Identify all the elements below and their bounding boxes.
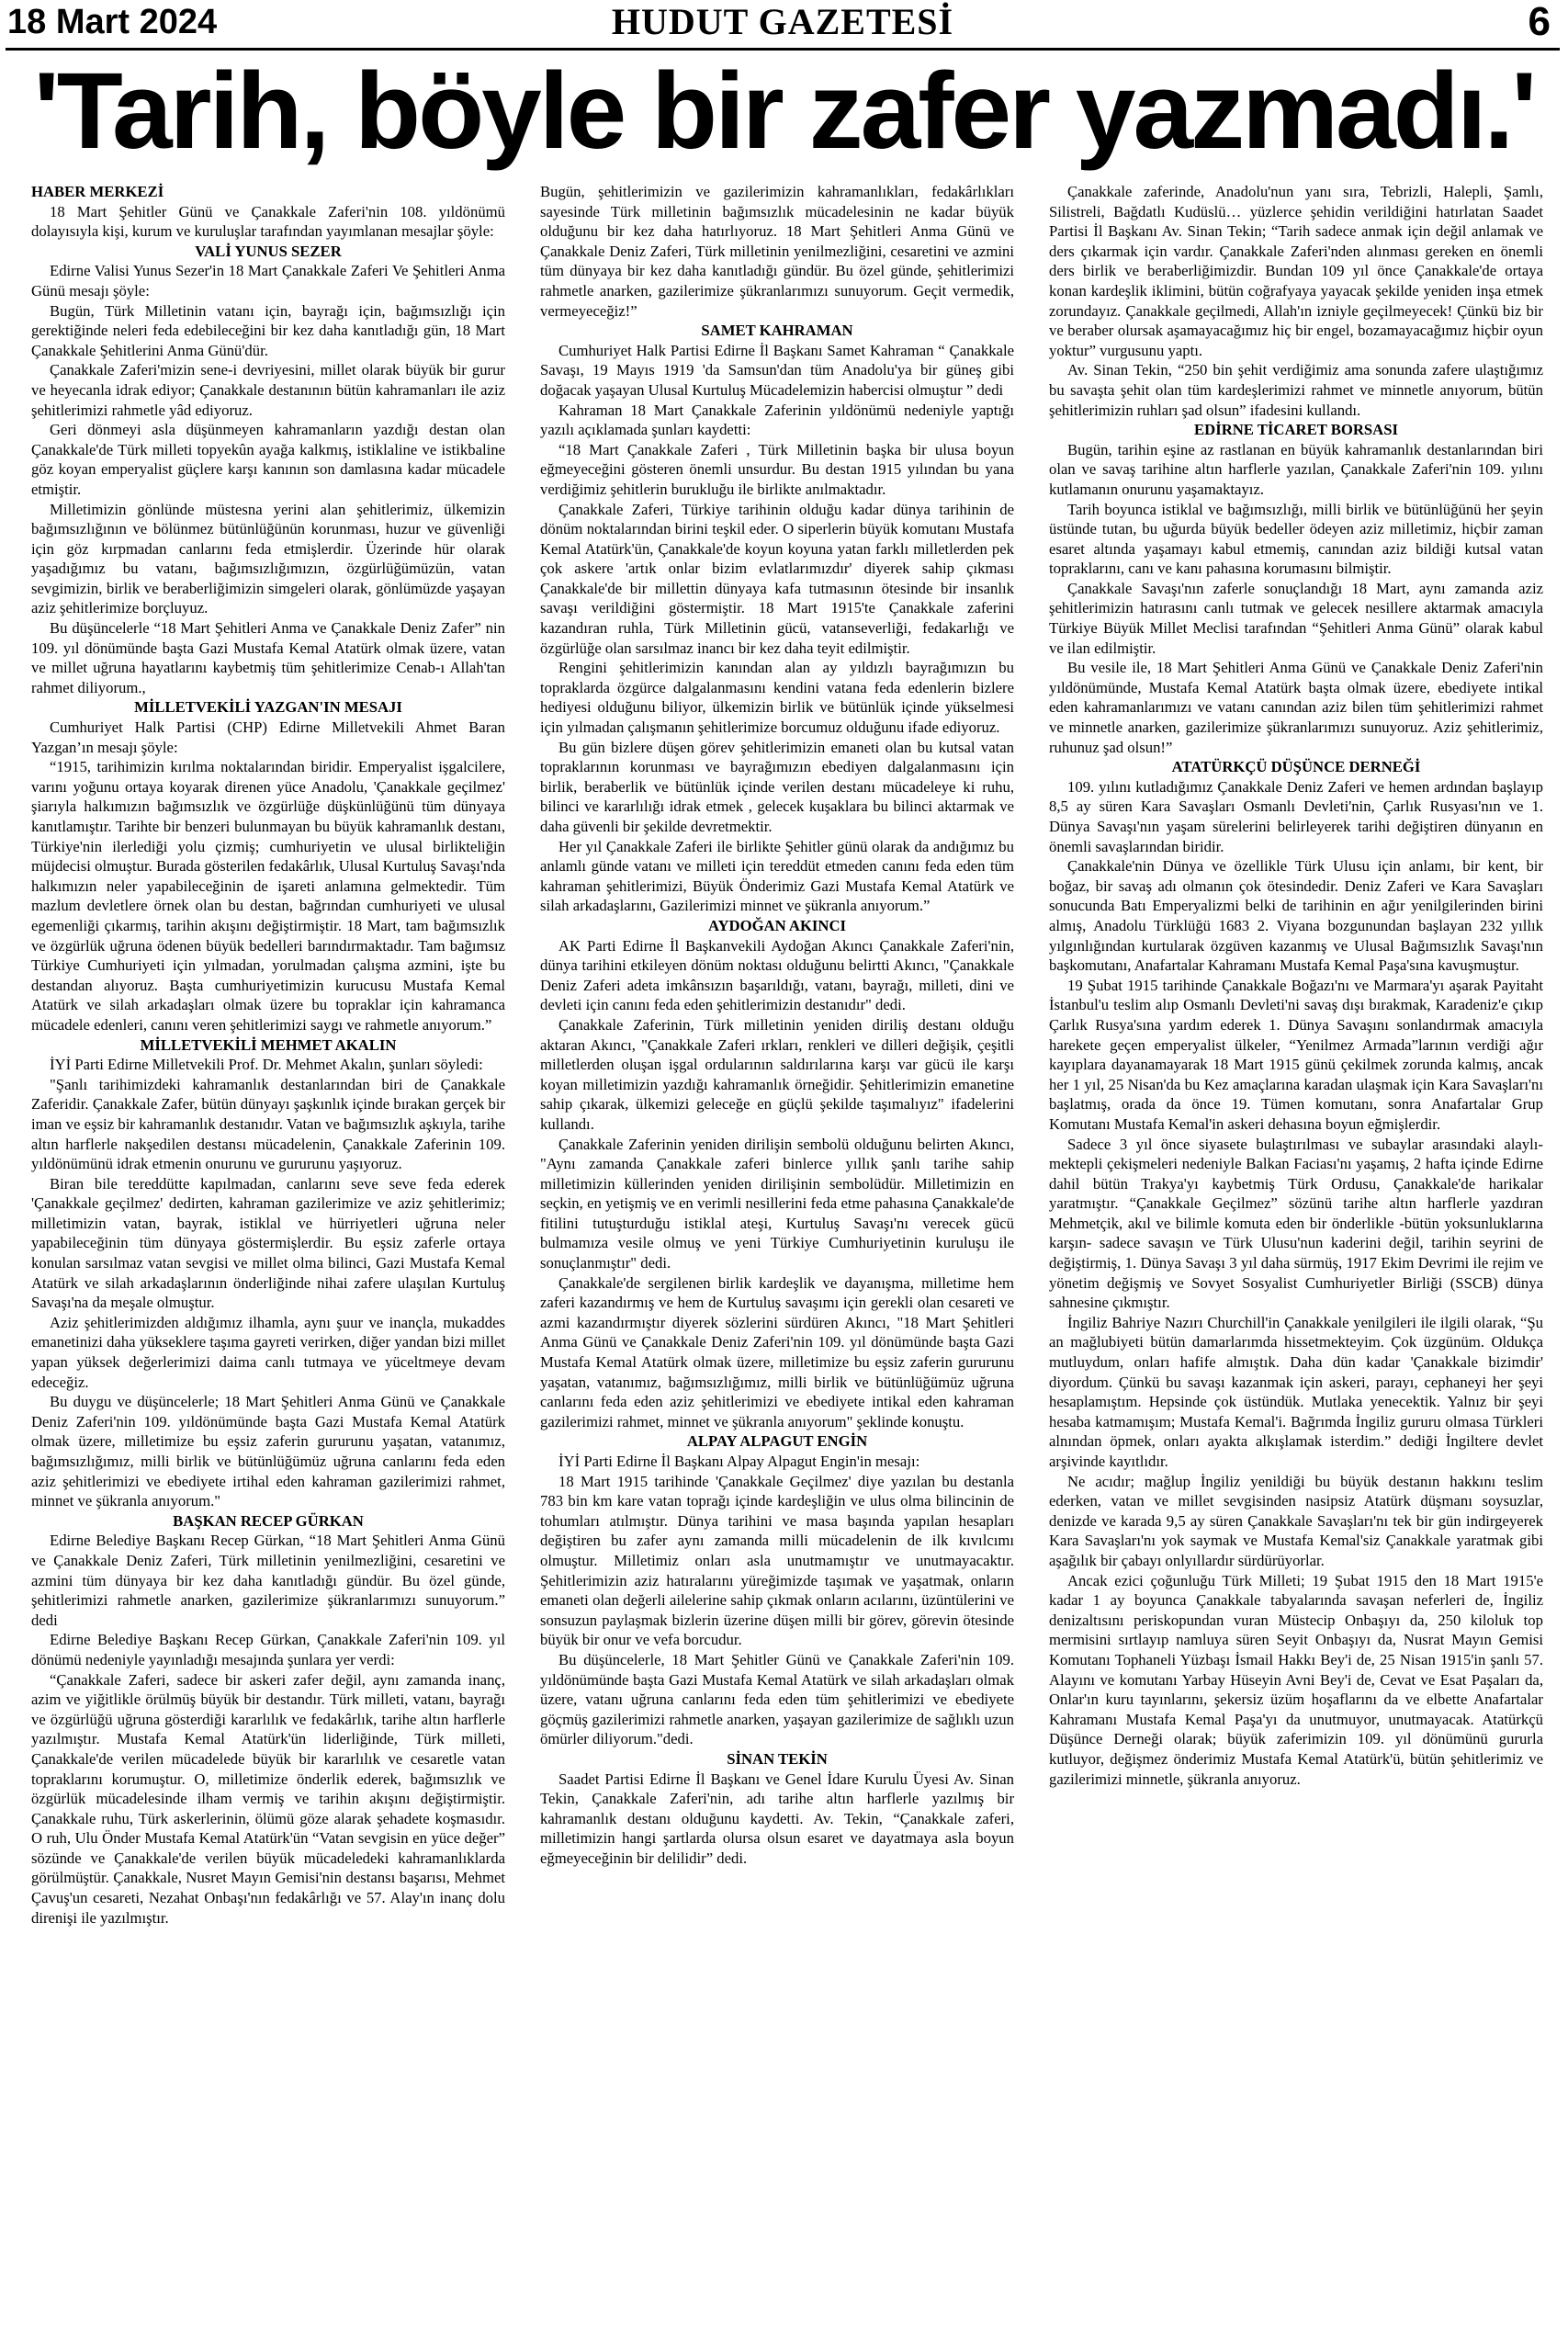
paragraph: Cumhuriyet Halk Partisi (CHP) Edirne Milletvekili Ahmet Baran Yazgan’ın mesajı şöyle: [31,718,505,756]
paragraph: Bugün, tarihin eşine az rastlanan en büyük kahramanlık destanlarından biri olan ve savaş tarihine altın harflerle yazılan, Çanakkale Zaferi'nin 109. yılını kutlamanın onurunu yaşamaktayız. [1049,440,1543,498]
paragraph: İngiliz Bahriye Nazırı Churchill'in Çanakkale yenilgileri ile ilgili olarak, “Şu an mağlubiyeti bütün damarlarımda hissetmekteyim. Çok üzgünüm. Oldukça mutluydum, onları hafife almıştık. Daha dün kadar 'Çanakkale bizimdir' diyordum. Çünkü bu savaşı kazanmak için askeri, parayı, cephaneyi her şeyi hesaplamıştım. Hepsinde çok üstündük. Mutlaka yenecektik. Yalnız bir şeyi hesaba katmamışım; Mustafa Kemal'i. Bağrımda İngiliz gururu olmasa Türkleri alnından öpmek, onları ayakta alkışlamak isterdim.” dediği İngiltere devlet arşivinde kayıtlıdır. [1049,1313,1543,1470]
issue-date: 18 Mart 2024 [7,3,218,41]
subhead-akalin: MİLLETVEKİLİ MEHMET AKALIN [140,1035,397,1054]
column-2 [540,182,1014,2341]
paragraph: Bu vesile ile, 18 Mart Şehitleri Anma Günü ve Çanakkale Deniz Zaferi'nin yıldönümünde, Mustafa Kemal Atatürk başta olmak üzere, ebediyete intikal eden kahramanlarımızı ve vatanı canından aziz bilen tüm şehitlerimizi rahmet ve minnetle anarken, gazilerimize şükranlarımızı sunuyoruz. Aziz şehitlerimiz, ruhunuz şad olsun!” [1049,659,1543,756]
paragraph: Çanakkale Savaşı'nın zaferle sonuçlandığı 18 Mart, aynı zamanda aziz şehitlerimizin hatırasını canlı tutmak ve gelecek nesillere aktarmak amacıyla Türkiye Büyük Millet Meclisi tarafından “Şehitleri Anma Günü” olarak kabul ve ilan edilmiştir. [1049,579,1543,657]
paragraph: Bu duygu ve düşüncelerle; 18 Mart Şehitleri Anma Günü ve Çanakkale Deniz Zaferi'nin 109. yıldönümünde başta Gazi Mustafa Kemal Atatürk olmak üzere, milletimize bu eşsiz zaferin gururunu yaşatan, vatanımız, bağımsızlığımız, milli birlik ve bütünlüğümüz uğruna canlarını feda eden aziz şehitlerimizi ve ebediyete irtihal eden kahraman gazilerimizi rahmet, minnet ve şükranla anıyorum." [31,1393,505,1510]
paragraph: Bu düşüncelerle “18 Mart Şehitleri Anma ve Çanakkale Deniz Zafer” nin 109. yıl dönümünde başta Gazi Mustafa Kemal Atatürk olmak üzere, vatan ve millet uğruna hayatlarını kaybetmiş tüm şehitlerimize Cenab-ı Allah'tan rahmet diliyorum., [31,619,505,696]
paragraph: “18 Mart Çanakkale Zaferi , Türk Milletinin başka bir ulusa boyun eğmeyeceğini gösteren önemli unsurdur. Bu destan 1915 yılından bu yana verdiğimiz şehitlerin burukluğu ile birlikte anılmaktadır. [540,440,1014,498]
subhead-tekin: SİNAN TEKİN [727,1749,828,1768]
paragraph: Sadece 3 yıl önce siyasete bulaştırılması ve subaylar arasındaki alaylı-mektepli çekişmeleri nedeniyle Balkan Faciası'nı yaşamış, 2 hafta içinde Edirne dahil bütün Trakya'yı kaybetmiş Türk Ordusu, Çanakkale'de harikalar yaratmıştır. “Çanakkale Geçilmez” sözünü tarihe altın harflerle yazdıran Mehmetçik, akıl ve bilimle komuta eden bir önderlikle -bütün yoksunluklarına karşın- sadece savaşın ve Türk Ulusu'nun kaderini değil, tarihin seyrini de değiştirmiş, 1. Dünya Savaşı 3 yıl daha sürmüş, 1917 Ekim Devrimi ile rejim ve yönetim değişmiş ve Sovyet Sosyalist Cumhuriyetler Birliği (SSCB) dünya sahnesine çıkmıştır. [1049,1135,1543,1312]
paragraph: Çanakkale'nin Dünya ve özellikle Türk Ulusu için anlamı, bir kent, bir boğaz, bir savaş adı olmanın çok ötesindedir. Deniz Zaferi ve Kara Savaşları sonucunda Batı Emperyalizmi belki de tarihinin en ağır yenilgilerinden birini almış, Anadolu Türklüğü 1683 2. Viyana bozgunundan başlayan 232 yıllık yılgınlığından kurtularak özgüven kazanmış ve Ulusal Bağımsızlık Savaşı'nın başkomutanı, Anafartalar Kahramanı Mustafa Kemal Paşa'sına kavuşmuştur. [1049,857,1543,975]
masthead [6,0,1560,51]
paragraph: Çanakkale Zaferi, Türkiye tarihinin olduğu kadar dünya tarihinin de dönüm noktalarından birini teşkil eder. O siperlerin büyük komutanı Mustafa Kemal Atatürk'ün, Çanakkale'de koyun koyuna yatan farklı milletlerden pek çok askere 'artık onlar bizim evlatlarımızdır' diyerek sahip çıkması Çanakkale'de bir millettin dünyaya kafa tutmasının ötesinde bir insanlık savaşı verildiğini göstermiştir. 18 Mart 1915'te Çanakkale zaferini kazandıran ruhla, Türk Milletinin gücü, vatanseverliği, fedakarlığı ve özgürlüğe olan sarsılmaz inancı bir kez daha teyit edilmiştir. [540,500,1014,657]
page-number: 6 [1528,0,1551,44]
paragraph: Av. Sinan Tekin, “250 bin şehit verdiğimiz ama sonunda zafere ulaştığımız bu savaşta şehit olan tüm kardeşlerimizi rahmet ve minnetle anıyorum, bütün şehitlerimizin ruhları şad olsun” ifadesini kullandı. [1049,361,1543,419]
subhead-dernek: ATATÜRKÇÜ DÜŞÜNCE DERNEĞİ [1171,758,1421,776]
paragraph: 19 Şubat 1915 tarihinde Çanakkale Boğazı'nı ve Marmara'yı aşarak Payitaht İstanbul'u teslim alıp Osmanlı Devleti'ni savaş dışı bırakmak, Karadeniz'e çıkıp Çarlık Rusya'sına yardım ederek 1. Dünya Savaşını sonlandırmak amacıyla harekete geçen emperyalist ülkeler, “Yenilmez Armada”larının verdiği ağır kayıplara dayanamayarak 18 Mart 1915 günü çekilmek zorunda kalmış, ancak her 1 yıl, 25 Nisan'da bu Kez amaçlarına karadan ulaşmak için Kara Savaşları'nı başlatmış, orada da önce 19. Tümen komutanı, sonra Anafartalar Grup Komutanı Mustafa Kemal'in askeri dehasına boyun eğmişlerdir. [1049,976,1543,1133]
paragraph: Bugün, Türk Milletinin vatanı için, bayrağı için, bağımsızlığı için gerektiğinde neleri feda edebileceğini bir kez daha kanıtladığı gün, 18 Mart Çanakkale Şehitlerini Anma Günü'dür. [31,301,505,359]
paragraph: 18 Mart 1915 tarihinde 'Çanakkale Geçilmez' diye yazılan bu destanla 783 bin km kare vatan toprağı içinde kardeşliğin ve ulus olma bilincinin de tohumları atılmıştır. Dünya tarihini ve masa başında yapılan hesapları değiştiren bu zafer aynı zamanda milli mücadelenin de ilk kıvılcımı olmuştur. Milletimiz onları asla unutmamıştır ve unutmayacaktır. Şehitlerimizin aziz hatıralarını yüreğimizde taşımak ve yaşatmak, onların emaneti olan değerli ailelerine sahip çıkmak onların acılarını, üzüntülerini ve sonsuzun paylaşmak bizlerin üzerine düşen milli bir görev, görevin ötesinde büyük bir onur ve vefa borcudur. [540,1472,1014,1649]
main-headline: 'Tarih, böyle bir zafer yazmadı.' [33,51,1535,172]
paragraph: Bu gün bizlere düşen görev şehitlerimizin emaneti olan bu kutsal vatan topraklarının korunması ve bayrağımızın ebediyen dalgalanmasını için birlik, beraberlik ve bütünlük içinde verilen destanı mücadeleye ki ruhu, bilinci ve kararlılığı idrak etmek , gelecek kuşaklara bu bilinci aktarmak ve daha güvenli bir şekilde devretmektir. [540,738,1014,835]
paragraph: Saadet Partisi Edirne İl Başkanı ve Genel İdare Kurulu Üyesi Av. Sinan Tekin, Çanakkale Zaferi'nin, adı tarihe altın harflerle yazılmış bir kahramanlık destanı olduğunu kaydetti. Av. Tekin, “Çanakkale zaferi, milletimizin hangi şartlarda olursa olsun esaret ve dayatmaya asla boyun eğmeyeceğinin bir delilidir” dedi. [540,1770,1014,1867]
paragraph: Ne acıdır; mağlup İngiliz yenildiği bu büyük destanın hakkını teslim ederken, vatan ve millet sevgisinden nasipsiz Atatürk düşmanı soysuzlar, denizde ve karada 9,5 ay süren Çanakkale Savaşları'nı tek bir gün indirgeyerek Kara Savaşları'nı yok saymak ve Mustafa Kemal'siz Çanakkale yaratmak gibi aşağılık bir çabayı onlyıllardır sürdürüyorlar. [1049,1472,1543,1569]
paragraph: Rengini şehitlerimizin kanından alan ay yıldızlı bayrağımızın bu topraklarda özgürce dalgalanmasını kendini vatana feda edenlerin bizlere hediyesi olduğunu biliyor, ülkemizin birlik ve bütünlük içinde yükselmesi için yılmadan çalışmanın şehitlerimize borcumuz olduğunu ifade ediyoruz. [540,659,1014,737]
paragraph: Aziz şehitlerimizden aldığımız ilhamla, aynı şuur ve inançla, mukaddes emanetinizi daha yükseklere taşıma gayreti verirken, diğer yandan bizi millet yapan yüksek değerlerimizi daima canlı tutmaya ve yüceltmeye devam edeceğiz. [31,1313,505,1391]
paragraph: “Çanakkale Zaferi, sadece bir askeri zafer değil, aynı zamanda inanç, azim ve yiğitlikle örülmüş büyük bir destandır. Türk milleti, vatanı, bayrağı ve özgürlüğü uğruna gösterdiği kararlılık ve fedakârlık, tarihe altın harflerle yazılmıştır. Mustafa Kemal Atatürk'ün liderliğinde, Türk milleti, Çanakkale'de verilen mücadelede büyük bir kararlılık ve cesaretle vatan topraklarını korumuştur. O, milletimize önderlik ederek, bağımsızlık ve özgürlük mücadelesinde ilham vermiş ve tarihin akışını değiştirmiştir. Çanakkale ruhu, Türk askerlerinin, ölümü göze alarak şehadete koşmasıdır. O ruh, Ulu Önder Mustafa Kemal Atatürk'ün “Vatan sevgisin en yüce değer” sözünde ve Çanakkale'de verilen büyük mücadeledeki kahramanlıklarda görülmüştür. Çanakkale, Nusret Mayın Gemisi'nin destansı başarısı, Mehmet Çavuş'un cesareti, Nezahat Onbaşı'nın fedakârlığı ve 57. Alay'ın inanç dolu direnişi ile yazılmıştır. [31,1670,505,1927]
intro-paragraph: 18 Mart Şehitler Günü ve Çanakkale Zaferi'nin 108. yıldönümü dolayısıyla kişi, kurum ve kuruluşlar tarafından yayımlanan mesajlar şöyle: [31,202,505,241]
newspaper-name: HUDUT GAZETESİ [611,1,954,42]
paragraph: Biran bile tereddütte kapılmadan, canlarını seve seve feda ederek 'Çanakkale geçilmez' dedirten, kahraman gazilerimize ve aziz şehitlerimiz; milletimizin vatan, bayrak, istiklal ve hürriyetleri uğruna neler yapabileceğinin tüm dünyaya göstermişlerdir. Bu eşsiz zaferle ortaya konulan sarsılmaz vatan sevgisi ve millet olma bilinci, Gazi Mustafa Kemal Atatürk ve silah arkadaşlarının önderliğinde nihai zafere ulaşılan Kurtuluş Savaşı'na da meşale olmuştur. [31,1174,505,1312]
paragraph: Tarih boyunca istiklal ve bağımsızlığı, milli birlik ve bütünlüğünü her şeyin üstünde tutan, bu uğurda büyük bedeller ödeyen aziz milletimiz, hiçbir zaman esaret altında yaşamayı kabul etmemiş, canından aziz bildiği kutsal vatan topraklarını, canı ve kanı pahasına korumasını bilmiştir. [1049,500,1543,578]
column-1 [31,182,505,2341]
paragraph: Çanakkale Zaferi'mizin sene-i devriyesini, millet olarak büyük bir gurur ve heyecanla idrak ediyor; Çanakkale destanının bütün kahramanları ile aziz şehitlerimizi rahmetle yâd ediyoruz. [31,361,505,419]
paragraph: Cumhuriyet Halk Partisi Edirne İl Başkanı Samet Kahraman “ Çanakkale Savaşı, 19 Mayıs 1919 'da Samsun'dan tüm Anadolu'ya bir güneş gibi doğacak yaşayan Ulusal Kurtuluş Mücadelemizin habercisi olmuştur ” dedi [540,341,1014,399]
subhead-vali: VALİ YUNUS SEZER [195,242,342,260]
subhead-gurkan: BAŞKAN RECEP GÜRKAN [173,1511,364,1530]
paragraph: Çanakkale Zaferinin, Türk milletinin yeniden diriliş destanı olduğu aktaran Akıncı, "Çanakkale Zaferi ırkları, renkleri ve dilleri değişik, çeşitli milletlerden oluşan işgal ordularının saldırılarına karşı var gücü ile karşı koyan milletimizin yazdığı kahramanlık örneğidir. Şehitlerimizin emanetine sahip çıkarak, ülkemizi geleceğe en güçlü şekilde taşımalıyız" ifadelerini kullandı. [540,1015,1014,1133]
paragraph: İYİ Parti Edirne Milletvekili Prof. Dr. Mehmet Akalın, şunları söyledi: [50,1056,483,1074]
article-body [31,182,1550,2341]
paragraph: Edirne Belediye Başkanı Recep Gürkan, Çanakkale Zaferi'nin 109. yıl dönümü nedeniyle yayınladığı mesajında şunlara yer verdi: [31,1631,505,1668]
kicker: HABER MERKEZİ [31,183,164,200]
paragraph: Bu düşüncelerle, 18 Mart Şehitler Günü ve Çanakkale Zaferi'nin 109. yıldönümünde başta Gazi Mustafa Kemal Atatürk ve silah arkadaşları olmak üzere, vatanı uğruna canlarını feda eden tüm şehitlerimizi ve ebediyete göçmüş gazilerimizi rahmetle anarken, yaşayan gazilerimize de sağlıklı uzun ömürler diliyorum."dedi. [540,1650,1014,1748]
paragraph: Edirne Belediye Başkanı Recep Gürkan, “18 Mart Şehitleri Anma Günü ve Çanakkale Deniz Zaferi, Türk milletinin yenilmezliğini, cesaretini ve azmini tüm dünyaya bir kez daha kanıtladığı gündür. Bu özel günde, şehitlerimizi rahmetle anarken, gazilerimize şükranlarımızı sunuyorum.” dedi [31,1532,505,1629]
paragraph: 109. yılını kutladığımız Çanakkale Deniz Zaferi ve hemen ardından başlayıp 8,5 ay süren Kara Savaşları Osmanlı Devleti'nin, Çarlık Rusyası'nın ve 1. Dünya Savaşı'nın yaşam sürelerini belirleyerek tarihi değiştiren dünyanın en önemli savaşlarından biridir. [1049,777,1543,855]
subhead-akinci: AYDOĞAN AKINCI [707,916,847,934]
subhead-engin: ALPAY ALPAGUT ENGİN [686,1432,868,1451]
subhead-yazgan: MİLLETVEKİLİ YAZGAN'IN MESAJI [134,698,402,717]
column-3 [1049,182,1543,2341]
paragraph: Geri dönmeyi asla düşünmeyen kahramanların yazdığı destan olan Çanakkale'de Türk milleti topyekûn ayağa kalkmış, istiklaline ve istikbaline göz koyan emperyalist güçlere karşı kanının son damlasına kadar mücadele etmiştir. [31,421,505,498]
paragraph: Bugün, şehitlerimizin ve gazilerimizin kahramanlıkları, fedakârlıkları sayesinde Türk milletinin bağımsızlık mücadelesinin ne kadar büyük olduğunu bir kez daha hatırlıyoruz. 18 Mart Şehitleri Anma Günü ve Çanakkale Deniz Zaferi, Türk milletinin yenilmezliğini, cesaretini ve azmini tüm dünyaya bir kez daha kanıtladığı gündür. Bu özel günde, şehitlerimizi rahmetle anarken, gazilerimize şükranlarımızı sunuyorum. Geçit vermedik, vermeyeceğiz!” [540,183,1014,320]
paragraph: İYİ Parti Edirne İl Başkanı Alpay Alpagut Engin'in mesajı: [558,1453,920,1470]
paragraph: Çanakkale zaferinde, Anadolu'nun yanı sıra, Tebrizli, Halepli, Şamlı, Silistreli, Bağdatlı Kudüslü… yüzlerce şehidin verildiğini hatırlatan Saadet Partisi İl Başkanı Av. Sinan Tekin; “Tarih sadece anmak için değil anlamak ve ders çıkarmak için vardır. Çanakkale Zaferi'nden alınması gereken en önemli ders birlik ve beraberliğimizdir. Bundan 109 yıl önce Çanakkale'de ortaya konan kardeşlik iklimini, bütün coğrafyaya yayacak şekilde yeniden inşa etmek zorundayız. Çanakkale geçilmedi, Allah'ın izniyle geçilmeyecek! Çünkü biz bir ve beraber olursak aşamayacağımız hiç bir engel, bozamayacağımız hiçbir oyun yoktur” vurgusunu yaptı. [1049,183,1543,359]
paragraph: AK Parti Edirne İl Başkanvekili Aydoğan Akıncı Çanakkale Zaferi'nin, dünya tarihini etkileyen dönüm noktası olduğunu belirtti Akıncı, "Çanakkale Deniz Zaferi adeta imkânsızın başarıldığı, vatanı, bayrağı, milleti, dini ve devleti için canını feda eden şehitlerimizin destanıdır" dedi. [540,936,1014,1014]
paragraph: Milletimizin gönlünde müstesna yerini alan şehitlerimiz, ülkemizin bağımsızlığının ve bölünmez bütünlüğünün korunması, huzur ve güvenliği için göz kırpmadan canlarını feda etmişlerdir. Üzerinde hür olarak yaşadığımız bu vatanı, bağımsızlığımızın, özgürlüğümüzün, vatan sevgimizin, birlik ve beraberliğimizin simgeleri olarak, gönlümüzde yaşayan aziz şehitlerimize borçluyuz. [31,500,505,617]
paragraph: Çanakkale Zaferinin yeniden dirilişin sembolü olduğunu belirten Akıncı, "Aynı zamanda Çanakkale zaferi binlerce yıllık şanlı tarihe sahip milletimizin küllerinden yeniden dirilişinin sembolüdür. Milletimizin en seçkin, en yetişmiş ve en verimli nesillerini feda etme pahasına Çanakkale'de fitilini tutuşturduğu istiklal ateşi, Kurtuluş Savaşı'nı verecek gücü bulmamıza vesile olmuş ve yeni Türkiye Cumhuriyetinin kuruluşu ile sonuçlanmıştır" dedi. [540,1135,1014,1272]
paragraph: Edirne Valisi Yunus Sezer'in 18 Mart Çanakkale Zaferi Ve Şehitleri Anma Günü mesajı şöyle: [31,262,505,300]
paragraph: Ancak ezici çoğunluğu Türk Milleti; 19 Şubat 1915 den 18 Mart 1915'e kadar 1 ay boyunca Çanakkale tabyalarında savaşan neferleri de, İngiliz denizaltısını periskopundan vuran Müstecip Onbaşıyı da, 250 kiloluk top mermisini sırtlayıp namluya süren Seyit Onbaşıyı da, Nusrat Mayın Gemisi Komutanı Tophaneli Yüzbaşı İsmail Hakkı Bey'i de, 25 Nisan 1915'in şanlı 57. Alayını ve komutanı Yarbay Hüseyin Avni Bey'i de, Cevat ve Esat Paşaları da, Onlar'ın kuru tayınlarını, şekersiz üzüm hoşaflarını da ve elbette Anafartalar Kahramanı Mustafa Kemal Paşa'yı da unutmuyor, unutmayacak. Atatürkçü Düşünce Derneği olarak; büyük zaferimizin 109. yıl dönümünü gururla kutluyor, değişmez önderimiz Mustafa Kemal Atatürk'ü, bütün şehitlerimiz ve gazilerimizi minnetle, şükranla anıyoruz. [1049,1571,1543,1788]
paragraph: Her yıl Çanakkale Zaferi ile birlikte Şehitler günü olarak da andığımız bu anlamlı günde vatanı ve milleti için tereddüt etmeden canını feda eden tüm kahraman şehitlerimizi, Büyük Önderimiz Gazi Mustafa Kemal Atatürk ve silah arkadaşlarını, Gazilerimizi minnet ve şükranla anıyorum.” [540,837,1014,915]
subhead-kahraman: SAMET KAHRAMAN [701,322,853,340]
paragraph: "Şanlı tarihimizdeki kahramanlık destanlarından biri de Çanakkale Zaferidir. Çanakkale Zafer, bütün dünyayı şaşkınlık içinde bırakan gerçek bir iman ve eşsiz bir kahramanlık destanıdır. Vatan ve bağımsızlık aşkıyla, tarihe altın harflerle nakşedilen destansı mücadelenin, Çanakkale Zaferinin 109. yıldönümünü idrak etmenin onurunu ve gururunu yaşıyoruz. [31,1075,505,1173]
paragraph: Çanakkale'de sergilenen birlik kardeşlik ve dayanışma, milletime hem zaferi kazandırmış ve hem de Kurtuluş savaşımı için gerekli olan cesareti ve azmi kazandırmıştır diyerek sözlerini sürdüren Akıncı, "18 Mart Şehitleri Anma Günü ve Çanakkale Deniz Zaferi'nin 109. yıl dönümünde başta Gazi Mustafa Kemal Atatürk olmak üzere, milletimize bu eşsiz zaferin gururunu yaşatan, vatanımız, bağımsızlığımız, milli birlik ve bütünlüğümüz uğruna canlarını feda eden aziz şehitlerimizi ve ebediyete intikal eden kahraman gazilerimizi rahmet, minnet ve şükranla anıyorum" şeklinde konuştu. [540,1273,1014,1430]
subhead-borsa: EDİRNE TİCARET BORSASI [1194,421,1398,439]
paragraph: “1915, tarihimizin kırılma noktalarından biridir. Emperyalist işgalcilere, varını yoğunu ortaya koyarak direnen yüce Anadolu, 'Çanakkale geçilmez' şiarıyla halkımızın bağımsızlık ve özgürlüğe düşkünlüğünü tüm dünyaya kanıtlamıştır. Tarihte bir benzeri bulunmayan bu büyük kahramanlık destanı, Türkiye'nin ilerlediği yolu çizmiş; cumhuriyetin ve ulusal birlikteliğin müjdecisi olmuştur. Burada gösterilen fedakârlık, Ulusal Kurtuluş Savaşı'nda halkımızın neler yapabileceğinin de işareti anlamına gelmektedir. Tüm mazlum devletlere örnek olan bu destan, bağrından cumhuriyeti ve ulusal egemenliği çıkarmış, tarihin akışını değiştirmiştir. 18 Mart, tam bağımsızlık ve özgürlük uğruna ödenen büyük bedelleri barındırmaktadır. Tam bağımsız Türkiye Cumhuriyeti için yılmadan, yorulmadan çalışma azmini, işte bu destandan alıyoruz. Başta cumhuriyetimizin kurucusu Mustafa Kemal Atatürk ve silah arkadaşları olmak üzere bu topraklar için kahramanca mücadele edenleri, canını veren şehitlerimizi saygı ve rahmetle anıyorum.” [31,758,505,1034]
paragraph: Kahraman 18 Mart Çanakkale Zaferinin yıldönümü nedeniyle yaptığı yazılı açıklamada şunları kaydetti: [540,401,1014,439]
